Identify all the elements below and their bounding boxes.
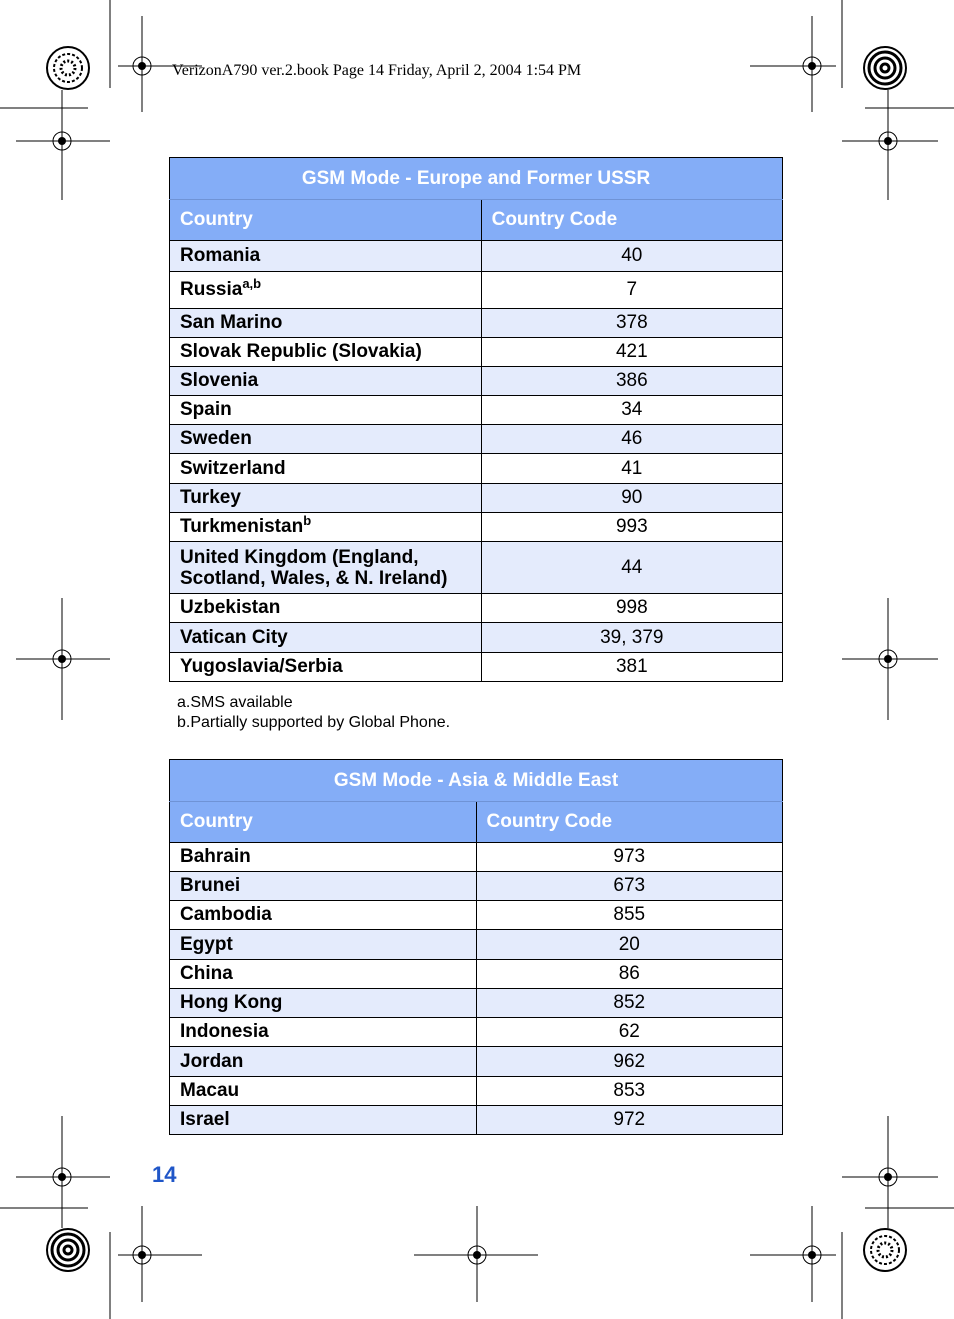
- table-row: [170, 653, 783, 682]
- country-cell: Spain: [170, 396, 482, 425]
- code-cell: 20: [476, 930, 782, 960]
- country-cell: San Marino: [170, 309, 482, 338]
- code-cell: 852: [476, 989, 782, 1018]
- table-row: [170, 513, 783, 542]
- table-row: [170, 872, 783, 901]
- table-title: GSM Mode - Europe and Former USSR: [170, 158, 783, 200]
- country-cell: Sweden: [170, 425, 482, 454]
- table-row: [170, 338, 783, 367]
- table-row: [170, 425, 783, 454]
- code-cell: 998: [481, 594, 782, 623]
- code-cell: 962: [476, 1047, 782, 1077]
- code-cell: 46: [481, 425, 782, 454]
- footnote-b: b.Partially supported by Global Phone.: [177, 714, 451, 731]
- country-cell: Brunei: [170, 872, 477, 901]
- footnote-a: a.SMS available: [177, 694, 293, 711]
- country-cell: Vatican City: [170, 623, 482, 653]
- page-number: 14: [152, 1162, 177, 1187]
- asia-middle-east-country-code-table: [169, 759, 783, 1135]
- table-row: [170, 1077, 783, 1106]
- country-cell: Jordan: [170, 1047, 477, 1077]
- code-cell: 421: [481, 338, 782, 367]
- table-row: [170, 241, 783, 272]
- country-cell: Macau: [170, 1077, 477, 1106]
- table-title: GSM Mode - Asia & Middle East: [170, 760, 783, 802]
- country-cell: Egypt: [170, 930, 477, 960]
- table-row: [170, 960, 783, 989]
- country-cell: Switzerland: [170, 454, 482, 484]
- table-row: [170, 1106, 783, 1135]
- code-cell: 62: [476, 1018, 782, 1047]
- table-row: [170, 309, 783, 338]
- footnote-marker: a,b: [242, 276, 262, 291]
- country-cell: Indonesia: [170, 1018, 477, 1047]
- code-cell: 378: [481, 309, 782, 338]
- country-cell: Hong Kong: [170, 989, 477, 1018]
- country-cell: Slovak Republic (Slovakia): [170, 338, 482, 367]
- country-cell: Israel: [170, 1106, 477, 1135]
- code-cell: 673: [476, 872, 782, 901]
- code-cell: 90: [481, 484, 782, 513]
- table-row: [170, 484, 783, 513]
- country-cell: Yugoslavia/Serbia: [170, 653, 482, 682]
- country-cell: Slovenia: [170, 367, 482, 396]
- table-row: [170, 843, 783, 872]
- table-row: [170, 1018, 783, 1047]
- country-cell: Cambodia: [170, 901, 477, 930]
- column-header-country-code: Country Code: [481, 200, 782, 241]
- code-cell: 853: [476, 1077, 782, 1106]
- table-row: [170, 367, 783, 396]
- code-cell: 44: [481, 542, 782, 594]
- table-row: [170, 623, 783, 653]
- column-header-country: Country: [170, 200, 482, 241]
- country-cell: Romania: [170, 241, 482, 272]
- column-header-country: Country: [170, 802, 477, 843]
- print-header: VerizonA790 ver.2.book Page 14 Friday, April 2, 2004 1:54 PM: [172, 62, 582, 79]
- country-cell: Turkey: [170, 484, 482, 513]
- code-cell: 381: [481, 653, 782, 682]
- code-cell: 993: [481, 513, 782, 542]
- footnotes: [177, 693, 450, 733]
- table-row: [170, 930, 783, 960]
- code-cell: 855: [476, 901, 782, 930]
- code-cell: 7: [481, 272, 782, 309]
- country-cell: Uzbekistan: [170, 594, 482, 623]
- code-cell: 41: [481, 454, 782, 484]
- table-row: [170, 454, 783, 484]
- code-cell: 386: [481, 367, 782, 396]
- footnote-marker: b: [303, 513, 312, 528]
- country-cell: Russia$^{a,b}$: [170, 272, 482, 309]
- table-row: [170, 542, 783, 594]
- table-row: [170, 989, 783, 1018]
- code-cell: 39, 379: [481, 623, 782, 653]
- table-row: [170, 1047, 783, 1077]
- country-cell: United Kingdom (England, Scotland, Wales, & N. Ireland): [170, 542, 482, 594]
- code-cell: 972: [476, 1106, 782, 1135]
- code-cell: 34: [481, 396, 782, 425]
- table-row: [170, 272, 783, 309]
- table-row: [170, 594, 783, 623]
- country-cell: Turkmenistan$^b$: [170, 513, 482, 542]
- code-cell: 973: [476, 843, 782, 872]
- country-cell: China: [170, 960, 477, 989]
- europe-country-code-table: [169, 157, 783, 682]
- table-row: [170, 396, 783, 425]
- country-cell: Bahrain: [170, 843, 477, 872]
- column-header-country-code: Country Code: [476, 802, 782, 843]
- code-cell: 40: [481, 241, 782, 272]
- table-row: [170, 901, 783, 930]
- code-cell: 86: [476, 960, 782, 989]
